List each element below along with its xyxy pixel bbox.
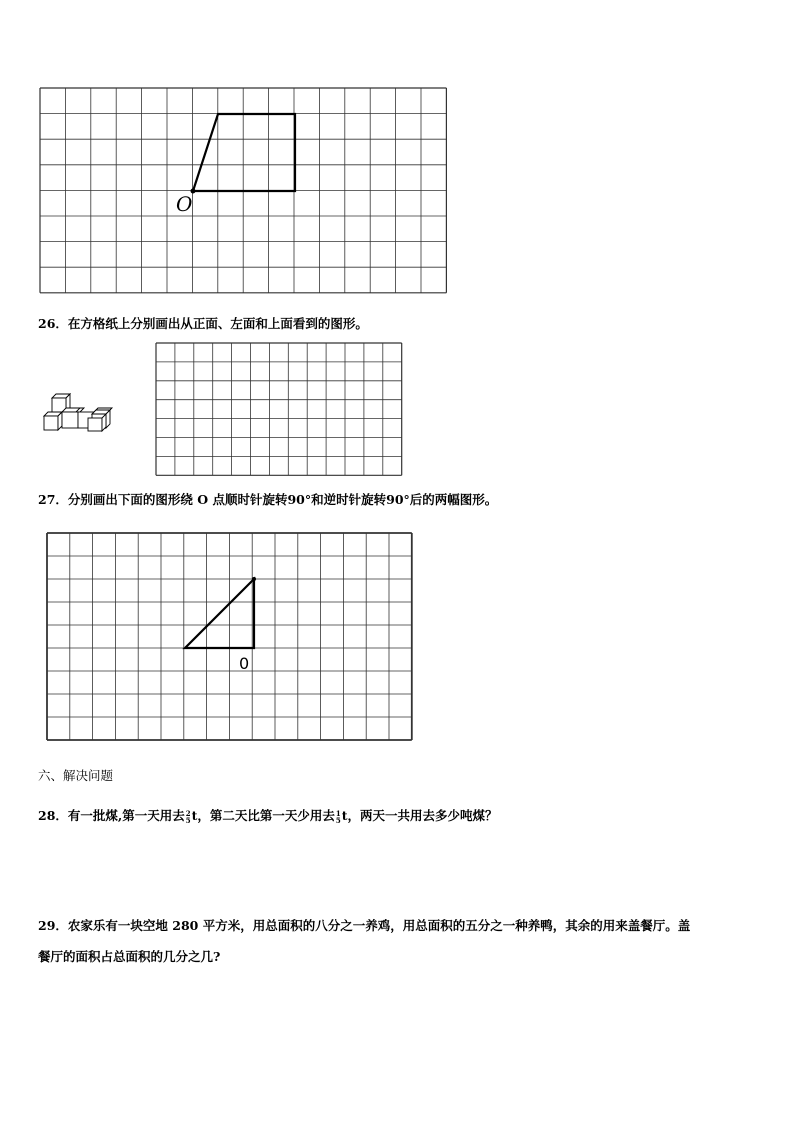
parallelogram-shape (193, 114, 295, 191)
question-29-line-1: 29．农家乐有一块空地 280 平方米，用总面积的八分之一养鸡，用总面积的五分之一种养鸭，其余的用来盖餐厅。盖 (38, 918, 691, 933)
cubes-figure (44, 394, 112, 431)
triangle-vertex-dot (252, 577, 256, 581)
triangle-shape (185, 579, 254, 648)
label-o-grid3: 0 (239, 654, 250, 673)
q28-part1: 28．有一批煤,第一天用去 (38, 808, 185, 823)
q28-part3: t，两天一共用去多少吨煤？ (341, 808, 498, 823)
question-27: 27．分别画出下面的图形绕 O 点顺时针旋转90°和逆时针旋转90°后的两幅图形。 (38, 492, 498, 507)
question-28 (38, 806, 498, 824)
q28-fraction-1: 2 5 (185, 808, 191, 825)
q28-part2: t，第二天比第一天少用去 (191, 808, 335, 823)
section-6-title: 六、解决问题 (38, 768, 114, 783)
label-o-grid1: O (176, 192, 193, 216)
question-26: 26．在方格纸上分别画出从正面、左面和上面看到的图形。 (38, 316, 368, 331)
q28-fraction-2: 1 5 (335, 808, 341, 825)
question-29-line-2: 餐厅的面积占总面积的几分之几? (38, 949, 221, 964)
